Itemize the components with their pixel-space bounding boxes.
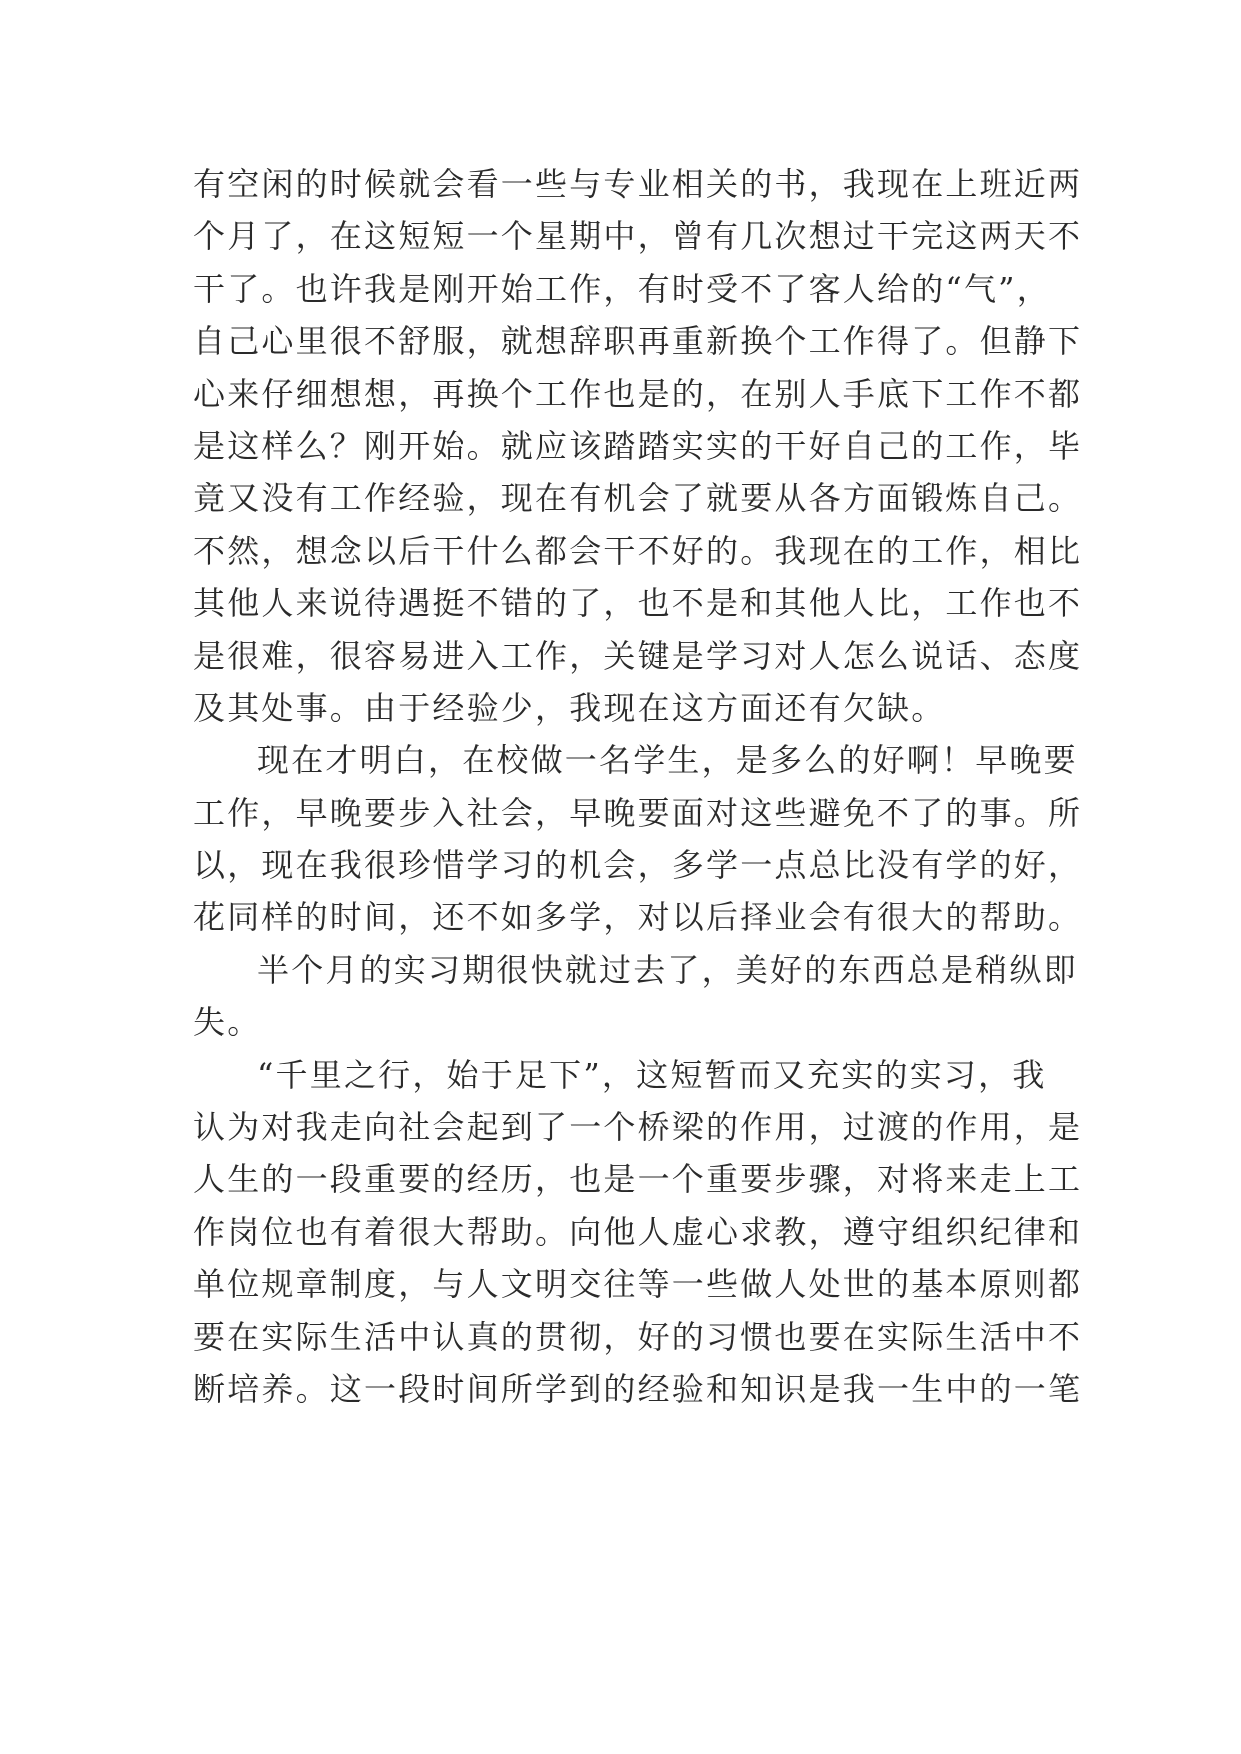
text-line: 作岗位也有着很大帮助。向他人虚心求教，遵守组织纪律和: [193, 1212, 1083, 1251]
text-line: 要在实际生活中认真的贯彻，好的习惯也要在实际生活中不: [193, 1317, 1083, 1356]
text-line: 单位规章制度，与人文明交往等一些做人处世的基本原则都: [193, 1265, 1083, 1304]
text-line: 其他人来说待遇挺不错的了，也不是和其他人比，工作也不: [193, 584, 1083, 623]
text-line: 及其处事。由于经验少，我现在这方面还有欠缺。: [193, 688, 946, 727]
paragraph-start-line: “千里之行，始于足下”，这短暂而又充实的实习，我: [257, 1055, 1047, 1094]
text-line: 心来仔细想想，再换个工作也是的，在别人手底下工作不都: [193, 374, 1083, 413]
text-line: 失。: [193, 1003, 262, 1042]
body-text: [193, 158, 1083, 1415]
paragraph-start-line: 现在才明白，在校做一名学生，是多么的好啊！早晚要: [257, 741, 1078, 780]
text-line: 不然，想念以后干什么都会干不好的。我现在的工作，相比: [193, 531, 1083, 570]
text-line: 断培养。这一段时间所学到的经验和知识是我一生中的一笔: [193, 1369, 1083, 1408]
text-line: 干了。也许我是刚开始工作，有时受不了客人给的“气”，: [193, 269, 1051, 308]
text-line: 花同样的时间，还不如多学，对以后择业会有很大的帮助。: [193, 898, 1083, 937]
text-line: 有空闲的时候就会看一些与专业相关的书，我现在上班近两: [193, 165, 1083, 203]
text-line: 个月了，在这短短一个星期中，曾有几次想过干完这两天不: [193, 217, 1083, 256]
text-line: 是这样么？刚开始。就应该踏踏实实的干好自己的工作，毕: [193, 426, 1083, 465]
paragraph-start-line: 半个月的实习期很快就过去了，美好的东西总是稍纵即: [257, 950, 1078, 989]
text-line: 竟又没有工作经验，现在有机会了就要从各方面锻炼自己。: [193, 479, 1083, 518]
text-line: 工作，早晚要步入社会，早晚要面对这些避免不了的事。所: [193, 793, 1083, 832]
text-line: 自己心里很不舒服，就想辞职再重新换个工作得了。但静下: [193, 322, 1083, 361]
text-line: 是很难，很容易进入工作，关键是学习对人怎么说话、态度: [193, 636, 1083, 675]
text-line: 认为对我走向社会起到了一个桥梁的作用，过渡的作用，是: [193, 1108, 1083, 1147]
text-line: 人生的一段重要的经历，也是一个重要步骤，对将来走上工: [193, 1160, 1083, 1199]
text-line: 以，现在我很珍惜学习的机会，多学一点总比没有学的好，: [193, 846, 1083, 885]
